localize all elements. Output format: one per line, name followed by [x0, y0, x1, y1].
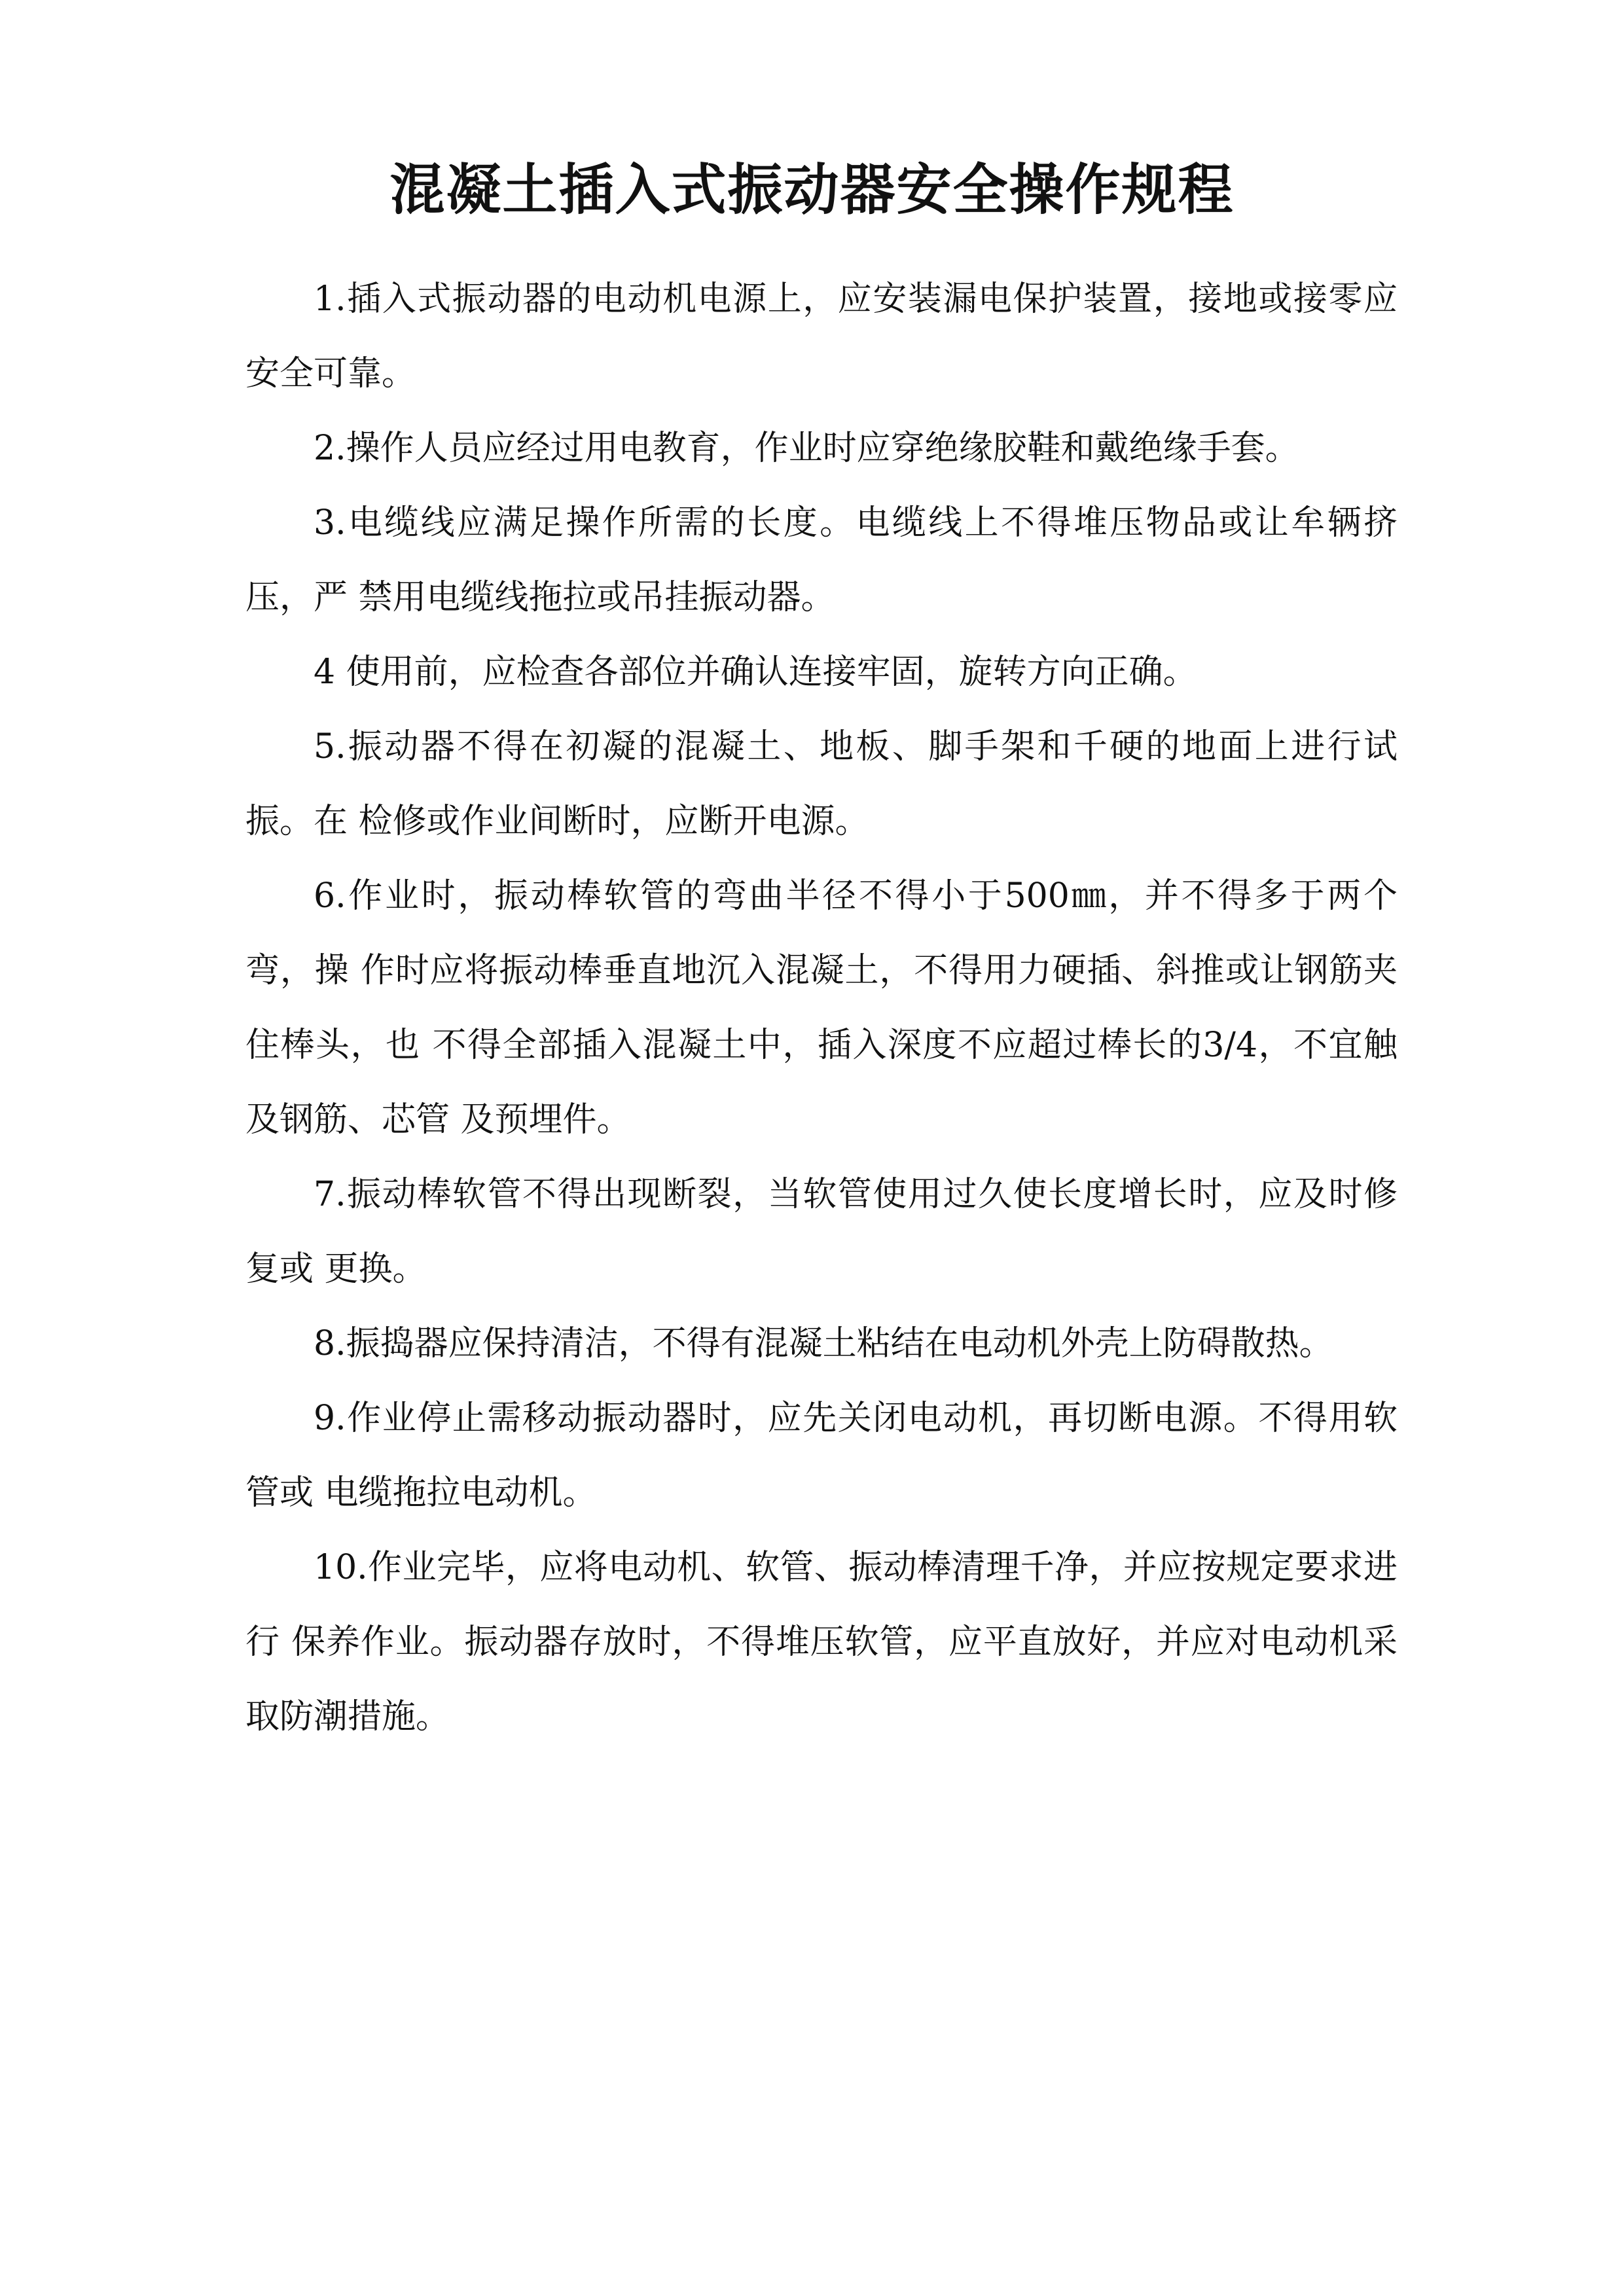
- paragraph-5: 5.振动器不得在初凝的混凝土、地板、脚手架和千硬的地面上进行试振。在 检修或作业间断时，应断开电源。: [245, 727, 1398, 841]
- paragraph-4: 4 使用前，应检查各部位并确认连接牢固，旋转方向正确。: [314, 653, 1197, 692]
- paragraph-1: 1.插入式振动器的电动机电源上，应安装漏电保护装置，接地或接零应安全可靠。: [245, 279, 1398, 393]
- paragraph-7: 7.振动棒软管不得出现断裂，当软管使用过久使长度增长时，应及时修复或 更换。: [245, 1175, 1398, 1289]
- paragraph-9: 9.作业停止需移动振动器时，应先关闭电动机，再切断电源。不得用软管或 电缆拖拉电动机。: [245, 1399, 1398, 1513]
- paragraph-6: 6.作业时，振动棒软管的弯曲半径不得小于500㎜，并不得多于两个弯，操 作时应将振动棒垂直地沉入混凝土，不得用力硬插、斜推或让钢筋夹住棒头，也 不得全部插入混凝土中，插入深度不应超过棒长的3/4，不宜触及钢筋、芯管 及预埋件。: [245, 876, 1398, 1139]
- paragraph-2: 2.操作人员应经过用电教育，作业时应穿绝缘胶鞋和戴绝缘手套。: [314, 429, 1299, 468]
- document-title: 混凝土插入式振动器安全操作规程: [389, 157, 1235, 222]
- paragraph-8: 8.振捣器应保持清洁，不得有混凝土粘结在电动机外壳上防碍散热。: [314, 1324, 1333, 1363]
- document-body: [245, 262, 1398, 1754]
- paragraph-3: 3.电缆线应满足操作所需的长度。电缆线上不得堆压物品或让牟辆挤压，严 禁用电缆线拖拉或吊挂振动器。: [245, 503, 1398, 617]
- paragraph-10: 10.作业完毕，应将电动机、软管、振动棒清理千净，并应按规定要求进行 保养作业。振动器存放时，不得堆压软管，应平直放好，并应对电动机采取防潮措施。: [245, 1548, 1398, 1736]
